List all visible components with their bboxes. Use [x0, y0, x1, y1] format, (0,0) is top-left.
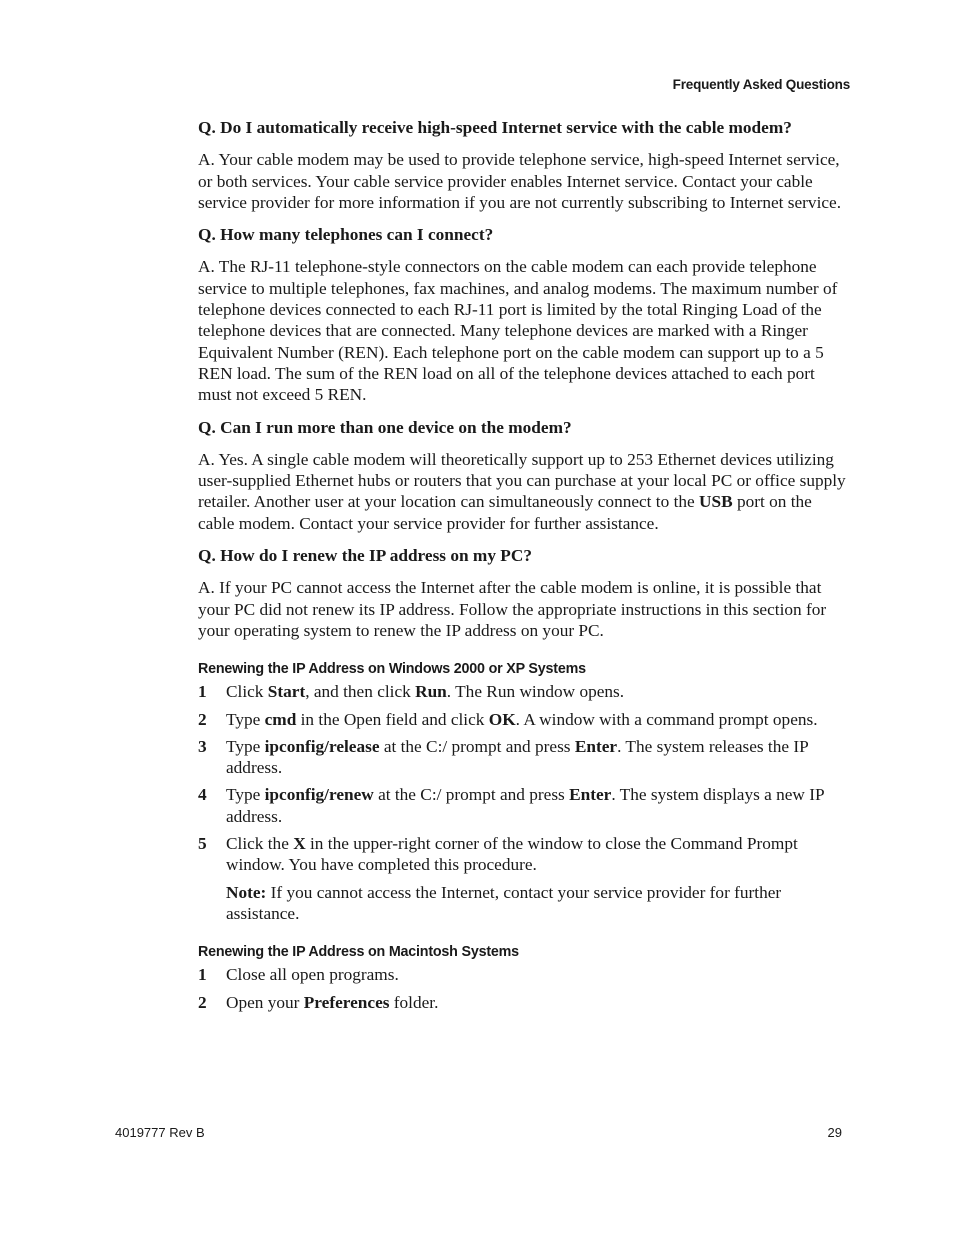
- step-text: at the C:/ prompt and press: [379, 736, 575, 756]
- faq-answer: A. Your cable modem may be used to provide telephone service, high-speed Internet service, or both services. Your cable service provider enables Internet service. Contact your cable service provider for more information if you are not currently subscribing to Internet service.: [198, 150, 842, 212]
- footer-doc-number: 4019777 Rev B: [115, 1125, 205, 1140]
- answer-bold-term: USB: [699, 492, 733, 512]
- step-bold-term: OK: [488, 709, 516, 729]
- section-heading-macintosh: Renewing the IP Address on Macintosh Systems: [198, 944, 519, 961]
- step-bold-term: cmd: [264, 709, 297, 729]
- procedure-step: [198, 709, 848, 730]
- step-number: 5: [198, 834, 207, 854]
- faq-item: [198, 224, 848, 405]
- step-text: . The system releases the IP address.: [226, 736, 809, 778]
- step-number: 3: [198, 736, 207, 756]
- step-text: folder.: [389, 992, 439, 1012]
- step-bold-term: ipconfig/release: [264, 736, 380, 756]
- step-text: in the upper-right corner of the window to close the Command Prompt window. You have completed this procedure.: [226, 834, 798, 875]
- procedure-step: [198, 964, 848, 985]
- procedure-step: [198, 784, 848, 827]
- faq-answer: A. If your PC cannot access the Internet after the cable modem is online, it is possible that your PC did not renew its IP address. Follow the appropriate instructions in this section for your operating system to renew the IP address on your PC.: [198, 578, 827, 640]
- step-text: Open your: [226, 992, 304, 1012]
- step-bold-term: X: [293, 834, 306, 854]
- step-bold-term: Enter: [569, 785, 612, 805]
- procedure-step: [198, 992, 848, 1013]
- page-content: [198, 117, 848, 1019]
- faq-answer: A. The RJ-11 telephone-style connectors on the cable modem can each provide telephone service to multiple telephones, fax machines, and analog modems. The maximum number of telephone devices connected to each RJ-11 port is limited by the total Ringing Load of the telephone devices that are connected. Many telephone devices are marked with a Ringer Equivalent Number (REN). Each telephone port on the cable modem can support up to a 5 REN load. The sum of the REN load on all of the telephone devices attached to each port must not exceed 5 REN.: [198, 257, 838, 405]
- step-number: 1: [198, 682, 207, 702]
- windows-steps-list: [198, 681, 848, 875]
- section-heading-windows: Renewing the IP Address on Windows 2000 or XP Systems: [198, 661, 586, 678]
- running-header: Frequently Asked Questions: [672, 77, 850, 92]
- step-text: in the Open field and click: [296, 709, 489, 729]
- faq-item: [198, 417, 848, 534]
- step-bold-term: Run: [415, 682, 447, 702]
- step-text: Type: [226, 736, 265, 756]
- step-text: at the C:/ prompt and press: [373, 785, 570, 805]
- procedure-step: [198, 681, 848, 702]
- step-number: 4: [198, 785, 207, 805]
- step-text: . The Run window opens.: [446, 682, 625, 702]
- note-text: If you cannot access the Internet, contact your service provider for further assistance.: [226, 882, 782, 923]
- step-text: Click the: [226, 834, 294, 854]
- answer-text: port on the cable modem. Contact your service provider for further assistance.: [198, 492, 812, 533]
- answer-text: A. Yes. A single cable modem will theoretically support up to 253 Ethernet devices utilizing user-supplied Ethernet hubs or routers that you can purchase at your local PC or office supply retailer. Another user at your location can simultaneously connect to the: [198, 449, 846, 512]
- step-number: 2: [198, 992, 207, 1012]
- step-text: . A window with a command prompt opens.: [515, 709, 818, 729]
- note-label: Note:: [226, 882, 267, 902]
- faq-question: Q. Do I automatically receive high-speed Internet service with the cable modem?: [198, 118, 792, 137]
- procedure-step: [198, 833, 848, 876]
- step-bold-term: Enter: [574, 736, 618, 756]
- step-text: Type: [226, 709, 265, 729]
- step-number: 2: [198, 709, 207, 729]
- mac-steps-list: [198, 964, 848, 1013]
- faq-answer: [198, 449, 848, 534]
- faq-question: Q. Can I run more than one device on the modem?: [198, 417, 572, 437]
- faq-question: Q. How do I renew the IP address on my PC?: [198, 546, 532, 566]
- step-text: Click: [226, 682, 268, 702]
- faq-item: [198, 117, 848, 213]
- step-text: . The system displays a new IP address.: [226, 785, 824, 826]
- step-bold-term: ipconfig/renew: [264, 785, 374, 805]
- procedure-step: [198, 736, 848, 779]
- step-bold-term: Preferences: [303, 992, 390, 1012]
- step-number: 1: [198, 965, 207, 985]
- step-text: , and then click: [305, 682, 416, 702]
- step-bold-term: Start: [267, 682, 306, 702]
- step-text: Close all open programs.: [226, 965, 399, 985]
- note: [198, 882, 848, 925]
- faq-item: [198, 545, 848, 641]
- faq-question: Q. How many telephones can I connect?: [198, 225, 494, 245]
- footer-page-number: 29: [827, 1125, 842, 1140]
- step-text: Type: [226, 785, 265, 805]
